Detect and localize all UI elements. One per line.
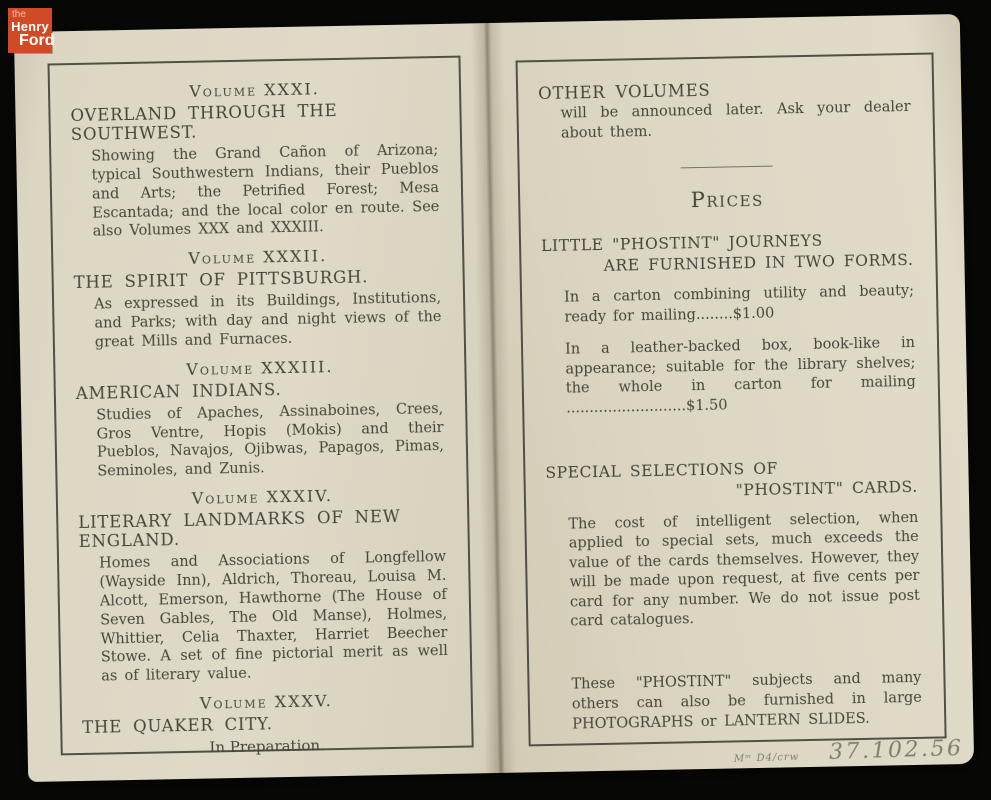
accession-number: 37.102.56 [828, 735, 965, 765]
volume-entry-xxxi [70, 77, 442, 242]
volume-label: Volume XXXIII. [186, 356, 334, 379]
volume-description: Homes and Associations of Longfellow (Wayside Inn), Aldrich, Thoreau, Louisa M. Alcott, Emerson, Hawthorne (The House of Seven Gables, The Old Manse), Holmes, Whittier, Celia Thaxter, Harriet Beecher Stowe. A set of fine pictorial merit as well as of literary value. [98, 549, 449, 685]
handwritten-scribble: Mᵐ D4/crw [734, 751, 800, 765]
journeys-pricing-section [541, 230, 918, 420]
volume-description: As expressed in its Buildings, Institutions, and Parks; with day and night views of the great Mills and Furnaces. [93, 290, 442, 351]
volume-description: Studies of Apaches, Assinaboines, Crees, Gros Ventre, Hopis (Mokis) and their Pueblos, Navajos, Ojibwas, Papagos, Pimas, Seminoles, and Zunis. [96, 400, 445, 480]
section-divider-rule [681, 166, 773, 169]
volume-title: AMERICAN INDIANS. [75, 379, 282, 403]
closing-paragraph: These "PHOSTINT" subjects and many others can also be furnished in large PHOTOGRAPHS or LANTERN SLIDES. [571, 669, 922, 734]
page-left-border-box [47, 56, 473, 756]
handwritten-accession-annotation [734, 736, 965, 773]
volume-title: OVERLAND THROUGH THE SOUTHWEST. [70, 100, 338, 145]
volume-title: THE QUAKER CITY. [82, 714, 273, 737]
volume-label: Volume XXXIV. [191, 486, 334, 508]
price-option-carton: In a carton combining utility and beauty; ready for mailing........$1.00 [563, 283, 915, 326]
booklet-spread [14, 14, 974, 782]
volume-entry-xxxii [73, 244, 444, 353]
price-option-leather-box: In a leather-backed box, book-like in appearance; suitable for the library shelves; the whole in carton for mailing ..........................$1.50 [564, 335, 916, 417]
henry-ford-logo [8, 8, 55, 53]
page-right-border-box [516, 53, 947, 747]
prices-heading: Prices [690, 186, 764, 213]
volume-label: Volume XXXV. [199, 691, 333, 713]
journeys-title-line2: ARE FURNISHED IN TWO FORMS. [603, 251, 914, 275]
volume-entry-xxxiii [75, 355, 446, 482]
other-volumes-section [538, 77, 913, 144]
page-right [487, 14, 974, 773]
special-selections-title-line1: SPECIAL SELECTIONS OF [545, 459, 779, 482]
page-left [14, 23, 501, 782]
volume-label: Volume XXXII. [188, 246, 328, 269]
special-selections-title-line2: "PHOSTINT" CARDS. [735, 477, 918, 499]
special-selections-description: The cost of intelligent selection, when applied to special sets, much exceeds the value of the cards themselves. However, they will be made upon request, at five cents per card for any number. We do not issue post card catalogues. [568, 509, 921, 630]
volume-label: Volume XXXI. [189, 79, 320, 101]
other-volumes-description: will be announced later. Ask your dealer about them. [560, 98, 911, 142]
volume-description: Showing the Grand Cañon of Arizona; typical Southwestern Indians, their Pueblos and Arts; the Petrified Forest; Mesa Escantada; and the local color en route. See also Volumes XXX and XXXIII. [91, 142, 440, 241]
logo-henry-text: Henry [11, 19, 49, 34]
volume-entry-xxxv [82, 689, 452, 759]
volume-status-note: In Preparation. [209, 736, 326, 757]
logo-the-text: the [12, 9, 26, 20]
volume-entry-xxxiv [78, 484, 451, 687]
special-selections-section [545, 456, 922, 633]
volume-title: THE SPIRIT OF PITTSBURGH. [73, 267, 369, 293]
other-volumes-title: OTHER VOLUMES [537, 80, 711, 104]
journeys-title-line1: LITTLE "PHOSTINT" JOURNEYS [540, 231, 823, 256]
logo-ford-text: Ford [19, 32, 55, 49]
volume-title: LITERARY LANDMARKS OF NEW ENGLAND. [78, 506, 401, 552]
